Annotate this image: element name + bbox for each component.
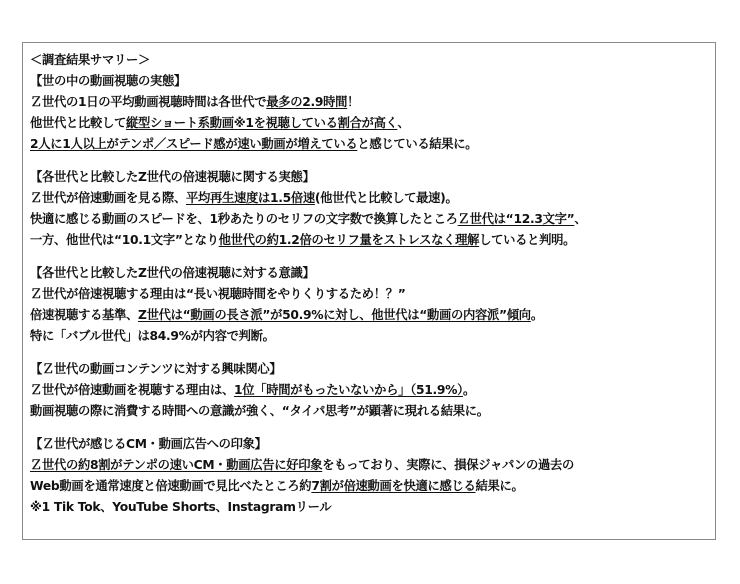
highlight-text: 7割が倍速動画を快適に感じる bbox=[311, 479, 476, 493]
section-heading: 【各世代と比較したZ世代の倍速視聴に対する意識】 bbox=[30, 266, 315, 280]
body-text: 倍速視聴する基準、 bbox=[30, 308, 138, 322]
highlight-text: Ｚ世代の約8割がテンポの速いCM・動画広告に好印象 bbox=[30, 458, 323, 472]
body-text: Ｚ世代が倍速動画を視聴する理由は、 bbox=[30, 383, 234, 397]
section bbox=[30, 434, 710, 518]
body-text: 、 bbox=[397, 116, 410, 130]
body-text: ※1 Tik Tok、YouTube Shorts、Instagramリール bbox=[30, 500, 332, 514]
body-text: と感じている結果に。 bbox=[357, 137, 478, 151]
summary-line bbox=[30, 92, 710, 113]
section-spacer bbox=[30, 251, 710, 263]
section-spacer bbox=[30, 155, 710, 167]
body-text: 他世代と比較して bbox=[30, 116, 126, 130]
section bbox=[30, 71, 710, 155]
highlight-text: 縦型ショート系動画※1を視聴している割合が高く bbox=[125, 116, 398, 130]
highlight-text: 2人に1人以上がテンポ／スピード感が速い動画が増えている bbox=[30, 137, 358, 151]
section-heading: 【Ｚ世代の動画コンテンツに対する興味関心】 bbox=[30, 362, 282, 376]
body-text: Ｚ世代の1日の平均動画視聴時間は各世代で bbox=[30, 95, 267, 109]
section-heading: 【世の中の動画視聴の実態】 bbox=[30, 74, 186, 88]
body-text: Ｚ世代が倍速動画を見る際、 bbox=[30, 191, 186, 205]
body-text: 特に「バブル世代」は84.9%が内容で判断。 bbox=[30, 329, 275, 343]
section bbox=[30, 167, 710, 251]
body-text: 。 bbox=[463, 383, 476, 397]
section-spacer bbox=[30, 347, 710, 359]
summary-title: ＜調査結果サマリー＞ bbox=[30, 53, 150, 67]
section-heading: 【Ｚ世代が感じるCM・動画広告への印象】 bbox=[30, 437, 267, 451]
body-text: 、 bbox=[574, 212, 587, 226]
highlight-text: 最多の2.9時間 bbox=[266, 95, 348, 109]
summary-line bbox=[30, 455, 710, 476]
body-text: 快適に感じる動画のスピードを、1秒あたりのセリフの文字数で換算したところ bbox=[30, 212, 458, 226]
body-text: をもっており、実際に、損保ジャパンの過去の bbox=[322, 458, 574, 472]
summary-line bbox=[30, 380, 710, 401]
highlight-text: 1位「時間がもったいないから」（51.9%） bbox=[233, 383, 464, 397]
highlight-text: Z世代は“動画の長さ派”が50.9%に対し、他世代は“動画の内容派”傾向 bbox=[137, 308, 531, 322]
body-text: ！ bbox=[347, 95, 360, 109]
body-text: (他世代と比較して最速)。 bbox=[314, 191, 458, 205]
body-text: していると判明。 bbox=[479, 233, 576, 247]
summary-line bbox=[30, 113, 710, 134]
summary-line bbox=[30, 476, 710, 497]
summary-content bbox=[30, 50, 710, 518]
body-text: Web動画を通常速度と倍速動画で見比べたところ約 bbox=[30, 479, 312, 493]
summary-line bbox=[30, 134, 710, 155]
summary-line bbox=[30, 230, 710, 251]
highlight-text: 他世代の約1.2倍のセリフ量をストレスなく理解 bbox=[218, 233, 480, 247]
summary-line bbox=[30, 401, 710, 422]
body-text: 結果に。 bbox=[475, 479, 524, 493]
summary-line bbox=[30, 284, 710, 305]
summary-line bbox=[30, 188, 710, 209]
summary-line bbox=[30, 209, 710, 230]
section bbox=[30, 263, 710, 347]
summary-line bbox=[30, 326, 710, 347]
body-text: 動画視聴の際に消費する時間への意識が強く、“タイパ思考”が顕著に現れる結果に。 bbox=[30, 404, 489, 418]
body-text: Ｚ世代が倍速視聴する理由は“長い視聴時間をやりくりするため！？” bbox=[30, 287, 406, 301]
section bbox=[30, 359, 710, 422]
body-text: 一方、他世代は“10.1文字”となり bbox=[30, 233, 219, 247]
section-heading: 【各世代と比較したZ世代の倍速視聴に関する実態】 bbox=[30, 170, 315, 184]
summary-line bbox=[30, 497, 710, 518]
summary-line bbox=[30, 305, 710, 326]
highlight-text: 平均再生速度は1.5倍速 bbox=[185, 191, 315, 205]
highlight-text: Ｚ世代は“12.3文字” bbox=[457, 212, 575, 226]
section-spacer bbox=[30, 422, 710, 434]
body-text: 。 bbox=[530, 308, 543, 322]
summary-sections bbox=[30, 71, 710, 518]
